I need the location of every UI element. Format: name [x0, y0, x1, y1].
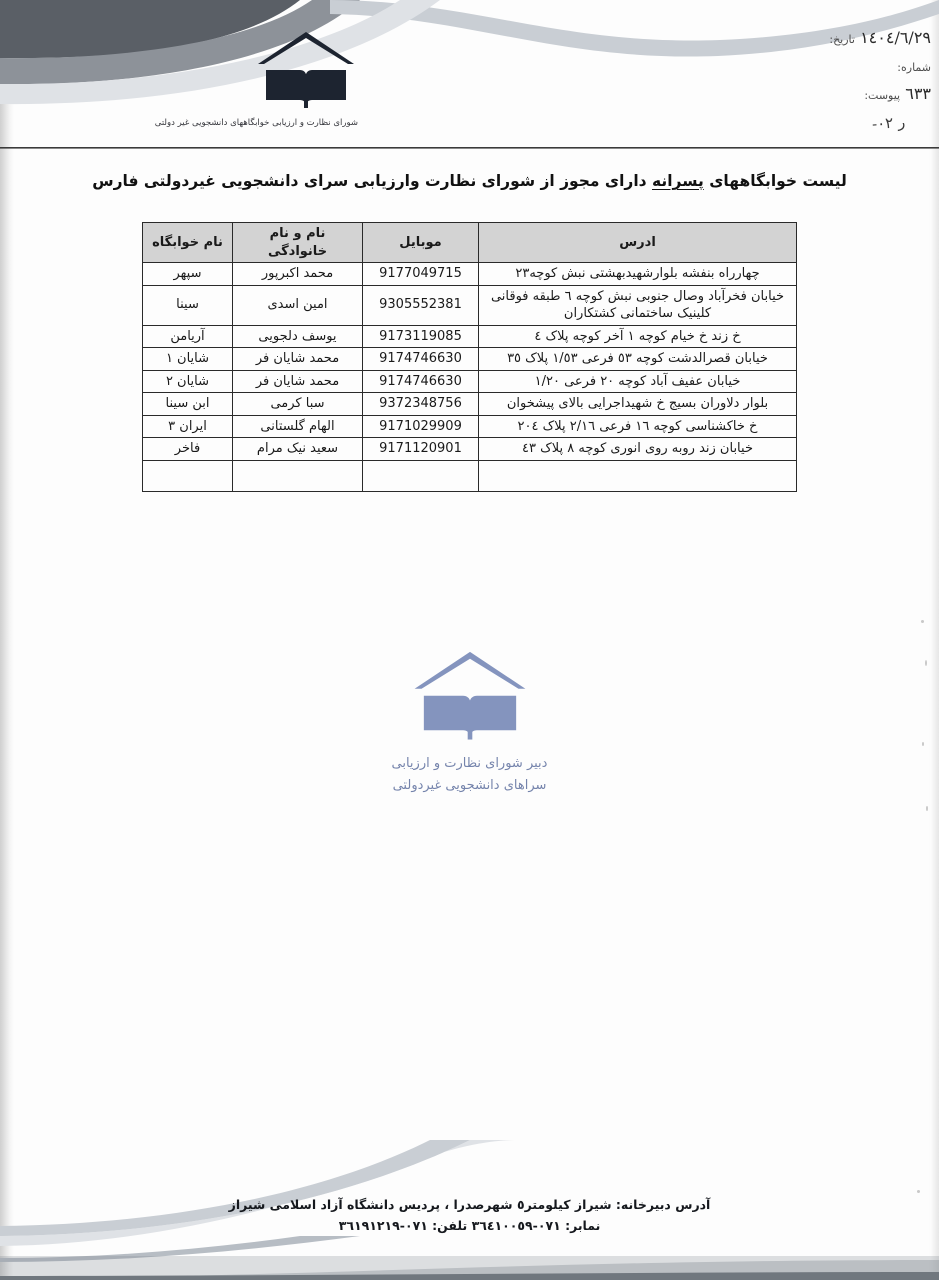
date-row	[829, 28, 931, 47]
date-value: ١٤٠٤/٦/٢٩	[860, 28, 931, 47]
cell-name-empty	[233, 461, 363, 492]
cell-name: یوسف دلجویی	[233, 325, 363, 348]
cell-address: خ زند خ خیام کوچه ١ آخر کوچه پلاک ٤	[479, 325, 797, 348]
number-label: شماره:	[897, 61, 931, 74]
scan-speck	[921, 620, 924, 623]
cell-address: خیابان زند روبه روی انوری کوچه ٨ پلاک ٤٣	[479, 438, 797, 461]
number-row	[897, 56, 931, 75]
cell-name: الهام گلستانی	[233, 415, 363, 438]
attachment-label: پیوست:	[864, 89, 901, 102]
cell-name: محمد شایان فر	[233, 370, 363, 393]
table-row	[143, 325, 797, 348]
table-row	[143, 348, 797, 371]
table-row-empty	[143, 461, 797, 492]
cell-dorm: فاخر	[143, 438, 233, 461]
cell-mobile: 9173119085	[363, 325, 479, 348]
cell-mobile: 9174746630	[363, 348, 479, 371]
cell-address: بلوار دلاوران بسیج خ شهیداجرایی بالای پیشخوان	[479, 393, 797, 416]
cell-dorm: سینا	[143, 285, 233, 325]
attachment-value: ٦٣٣	[905, 84, 931, 103]
footer-address: آدرس دبیرخانه: شیراز کیلومتر٥ شهرصدرا ، پردیس دانشگاه آزاد اسلامی شیراز	[228, 1196, 711, 1212]
signature-line-2: سراهای دانشجویی غیردولتی	[392, 777, 547, 793]
cell-name: سبا کرمی	[233, 393, 363, 416]
table-row	[143, 415, 797, 438]
dormitory-table	[142, 222, 797, 492]
column-header-mobile: موبایل	[363, 223, 479, 263]
book-dome-logo-icon	[168, 30, 358, 114]
cell-mobile: 9177049715	[363, 263, 479, 286]
logo-caption: شورای نظارت و ارزیابی خوابگاههای دانشجویی غیر دولتی	[154, 118, 358, 128]
page-title	[0, 172, 939, 190]
cell-address: چهارراه بنفشه بلوارشهیدبهشتی نبش کوچه٢٣	[479, 263, 797, 286]
cell-address-empty	[479, 461, 797, 492]
cell-name: محمد شایان فر	[233, 348, 363, 371]
document-footer	[0, 1140, 939, 1280]
table-row	[143, 393, 797, 416]
cell-dorm: ایران ٣	[143, 415, 233, 438]
cell-dorm: سپهر	[143, 263, 233, 286]
date-number-stamp-block	[709, 22, 939, 132]
cell-dorm: شایان ١	[143, 348, 233, 371]
table-row	[143, 285, 797, 325]
cell-mobile: 9372348756	[363, 393, 479, 416]
scan-speck	[926, 806, 928, 811]
column-header-dorm: نام خوابگاه	[143, 223, 233, 263]
organization-logo	[154, 30, 358, 128]
cell-name: محمد اکبرپور	[233, 263, 363, 286]
title-underlined-word: پسرانه	[652, 172, 704, 190]
cell-dorm: آریامن	[143, 325, 233, 348]
signature-line-1: دبیر شورای نظارت و ارزیابی	[391, 756, 548, 771]
handwritten-note: ر ٠٢-	[871, 112, 906, 134]
cell-mobile: 9174746630	[363, 370, 479, 393]
book-dome-logo-icon	[410, 733, 530, 752]
dormitory-table-wrapper	[143, 222, 797, 492]
cell-address: خ خاکشناسی کوچه ١٦ فرعی ٢/١٦ پلاک ٢٠٤	[479, 415, 797, 438]
cell-mobile: 9171029909	[363, 415, 479, 438]
cell-mobile: 9305552381	[363, 285, 479, 325]
scan-edge-left	[0, 0, 14, 1280]
cell-name: امین اسدی	[233, 285, 363, 325]
table-row	[143, 438, 797, 461]
cell-name: سعید نیک مرام	[233, 438, 363, 461]
document-header	[0, 0, 939, 152]
table-row	[143, 263, 797, 286]
signature-stamp	[0, 648, 939, 795]
title-part-1: لیست خوابگاههای	[703, 172, 847, 190]
table-body	[143, 263, 797, 492]
cell-address: خیابان عفیف آباد کوچه ٢٠ فرعی ١/٢٠	[479, 370, 797, 393]
column-header-name: نام و نام خانوادگی	[233, 223, 363, 263]
scan-edge-right	[929, 0, 939, 1280]
table-row	[143, 370, 797, 393]
cell-mobile-empty	[363, 461, 479, 492]
cell-dorm: شایان ٢	[143, 370, 233, 393]
cell-address: خیابان فخرآباد وصال جنوبی نبش کوچه ٦ طبقه فوقانی کلینیک ساختمانی کشتکاران	[479, 285, 797, 325]
table-header-row	[143, 223, 797, 263]
title-part-2: دارای مجوز از شورای نظارت وارزیابی سرای دانشجویی غیردولتی فارس	[92, 172, 653, 190]
attachment-row	[864, 84, 931, 103]
footer-contact	[0, 1194, 939, 1237]
cell-dorm: ابن سینا	[143, 393, 233, 416]
date-label: تاریخ:	[829, 33, 855, 46]
cell-address: خیابان قصرالدشت کوچه ٥٣ فرعی ١/٥٣ پلاک ٣٥	[479, 348, 797, 371]
cell-mobile: 9171120901	[363, 438, 479, 461]
cell-dorm-empty	[143, 461, 233, 492]
footer-phone: نمابر: ٠٧١-٣٦٤١٠٠٥٩ تلفن: ٠٧١-٣٦١٩١٢١٩	[338, 1217, 601, 1233]
column-header-address: ادرس	[479, 223, 797, 263]
